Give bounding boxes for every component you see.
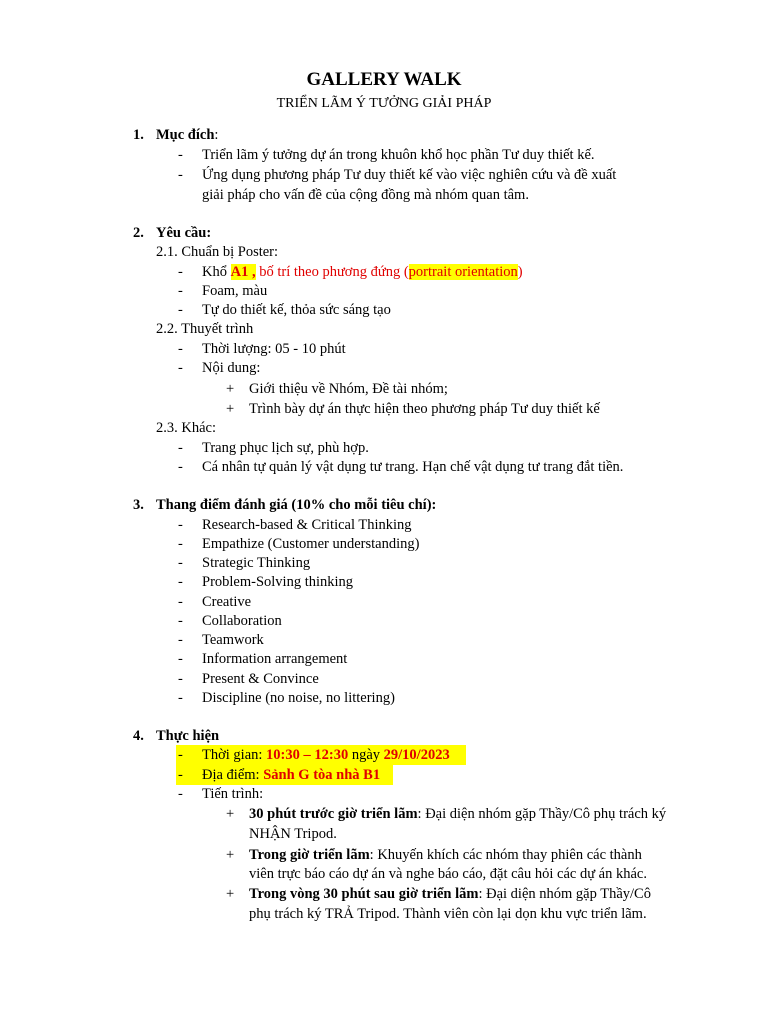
list-item: Trang phục lịch sự, phù hợp. <box>202 440 369 456</box>
section-3-heading: Thang điểm đánh giá (10% cho mỗi tiêu chí): <box>156 497 437 513</box>
criteria-item: Research-based & Critical Thinking <box>202 517 412 533</box>
bullet-plus: + <box>226 381 235 397</box>
bullet-dash: - <box>178 167 183 183</box>
section-2-number: 2. <box>133 225 144 241</box>
bullet-plus: + <box>226 847 235 863</box>
subsection-2-3: 2.3. Khác: <box>156 420 216 436</box>
bullet-dash: - <box>178 574 183 590</box>
bullet-dash: - <box>178 690 183 706</box>
list-item: Foam, màu <box>202 283 268 299</box>
time-item: Thời gian: 10:30 – 12:30 ngày 29/10/2023 <box>202 747 450 763</box>
criteria-item: Present & Convince <box>202 671 319 687</box>
section-1-number: 1. <box>133 127 144 143</box>
list-item-continuation: giải pháp cho vấn đề của cộng đồng mà nhóm quan tâm. <box>202 187 529 203</box>
criteria-item: Creative <box>202 594 252 610</box>
place-item: Địa điểm: Sảnh G tòa nhà B1 <box>202 767 381 783</box>
criteria-item: Discipline (no noise, no littering) <box>202 690 395 706</box>
bullet-dash: - <box>178 302 183 318</box>
bullet-dash: - <box>178 555 183 571</box>
criteria-item: Teamwork <box>202 632 264 648</box>
criteria-item: Problem-Solving thinking <box>202 574 354 590</box>
list-item: Ứng dụng phương pháp Tư duy thiết kế vào việc nghiên cứu và đề xuất <box>202 167 617 183</box>
bullet-dash: - <box>178 747 183 763</box>
bullet-dash: - <box>178 517 183 533</box>
list-item: Thời lượng: 05 - 10 phút <box>202 341 346 357</box>
process-step-2: Trong giờ triển lãm: Khuyến khích các nhóm thay phiên các thành <box>249 847 642 863</box>
bullet-plus: + <box>226 401 235 417</box>
bullet-dash: - <box>178 360 183 376</box>
bullet-plus: + <box>226 806 235 822</box>
bullet-dash: - <box>178 767 183 783</box>
bullet-dash: - <box>178 594 183 610</box>
document-title: GALLERY WALK <box>306 69 462 90</box>
section-3-number: 3. <box>133 497 144 513</box>
criteria-item: Strategic Thinking <box>202 555 311 571</box>
list-item: Tự do thiết kế, thỏa sức sáng tạo <box>202 302 391 318</box>
sub-list-item: Trình bày dự án thực hiện theo phương pháp Tư duy thiết kế <box>249 401 600 417</box>
bullet-dash: - <box>178 147 183 163</box>
poster-size-item: Khổ A1 , bố trí theo phương đứng (portrait orientation) <box>202 264 523 280</box>
section-2-heading: Yêu cầu: <box>156 225 212 241</box>
subsection-2-1: 2.1. Chuẩn bị Poster: <box>156 244 279 260</box>
list-item: Nội dung: <box>202 360 261 376</box>
bullet-dash: - <box>178 341 183 357</box>
bullet-plus: + <box>226 886 235 902</box>
process-step-2-continuation: viên trực báo cáo dự án và nghe báo cáo, đặt câu hỏi các dự án khác. <box>249 866 647 882</box>
process-step-3-continuation: phụ trách ký TRẢ Tripod. Thành viên còn lại dọn khu vực triển lãm. <box>249 906 647 922</box>
section-4-number: 4. <box>133 728 144 744</box>
bullet-dash: - <box>178 264 183 280</box>
bullet-dash: - <box>178 651 183 667</box>
size-a1-highlight: A1 , <box>230 264 256 280</box>
subsection-2-2: 2.2. Thuyết trình <box>156 321 254 337</box>
section-1-heading: Mục đích: <box>156 127 219 143</box>
bullet-dash: - <box>178 536 183 552</box>
process-step-1: 30 phút trước giờ triển lãm: Đại diện nhóm gặp Thầy/Cô phụ trách ký <box>249 806 667 822</box>
sub-list-item: Giới thiệu về Nhóm, Đề tài nhóm; <box>249 381 448 397</box>
criteria-item: Empathize (Customer understanding) <box>202 536 420 552</box>
process-step-1-continuation: NHẬN Tripod. <box>249 826 337 842</box>
bullet-dash: - <box>178 671 183 687</box>
criteria-item: Information arrangement <box>202 651 348 667</box>
bullet-dash: - <box>178 613 183 629</box>
bullet-dash: - <box>178 440 183 456</box>
document-subtitle: TRIỂN LÃM Ý TƯỞNG GIẢI PHÁP <box>276 96 492 111</box>
list-item: Cá nhân tự quản lý vật dụng tư trang. Hạn chế vật dụng tư trang đắt tiền. <box>202 459 624 475</box>
criteria-item: Collaboration <box>202 613 282 629</box>
list-item: Tiến trình: <box>202 786 264 802</box>
bullet-dash: - <box>178 459 183 475</box>
portrait-highlight: portrait orientation <box>408 264 518 280</box>
list-item: Triển lãm ý tưởng dự án trong khuôn khổ học phần Tư duy thiết kế. <box>202 147 595 163</box>
bullet-dash: - <box>178 786 183 802</box>
section-4-heading: Thực hiện <box>156 728 220 744</box>
process-step-3: Trong vòng 30 phút sau giờ triển lãm: Đại diện nhóm gặp Thầy/Cô <box>249 886 651 902</box>
bullet-dash: - <box>178 632 183 648</box>
bullet-dash: - <box>178 283 183 299</box>
